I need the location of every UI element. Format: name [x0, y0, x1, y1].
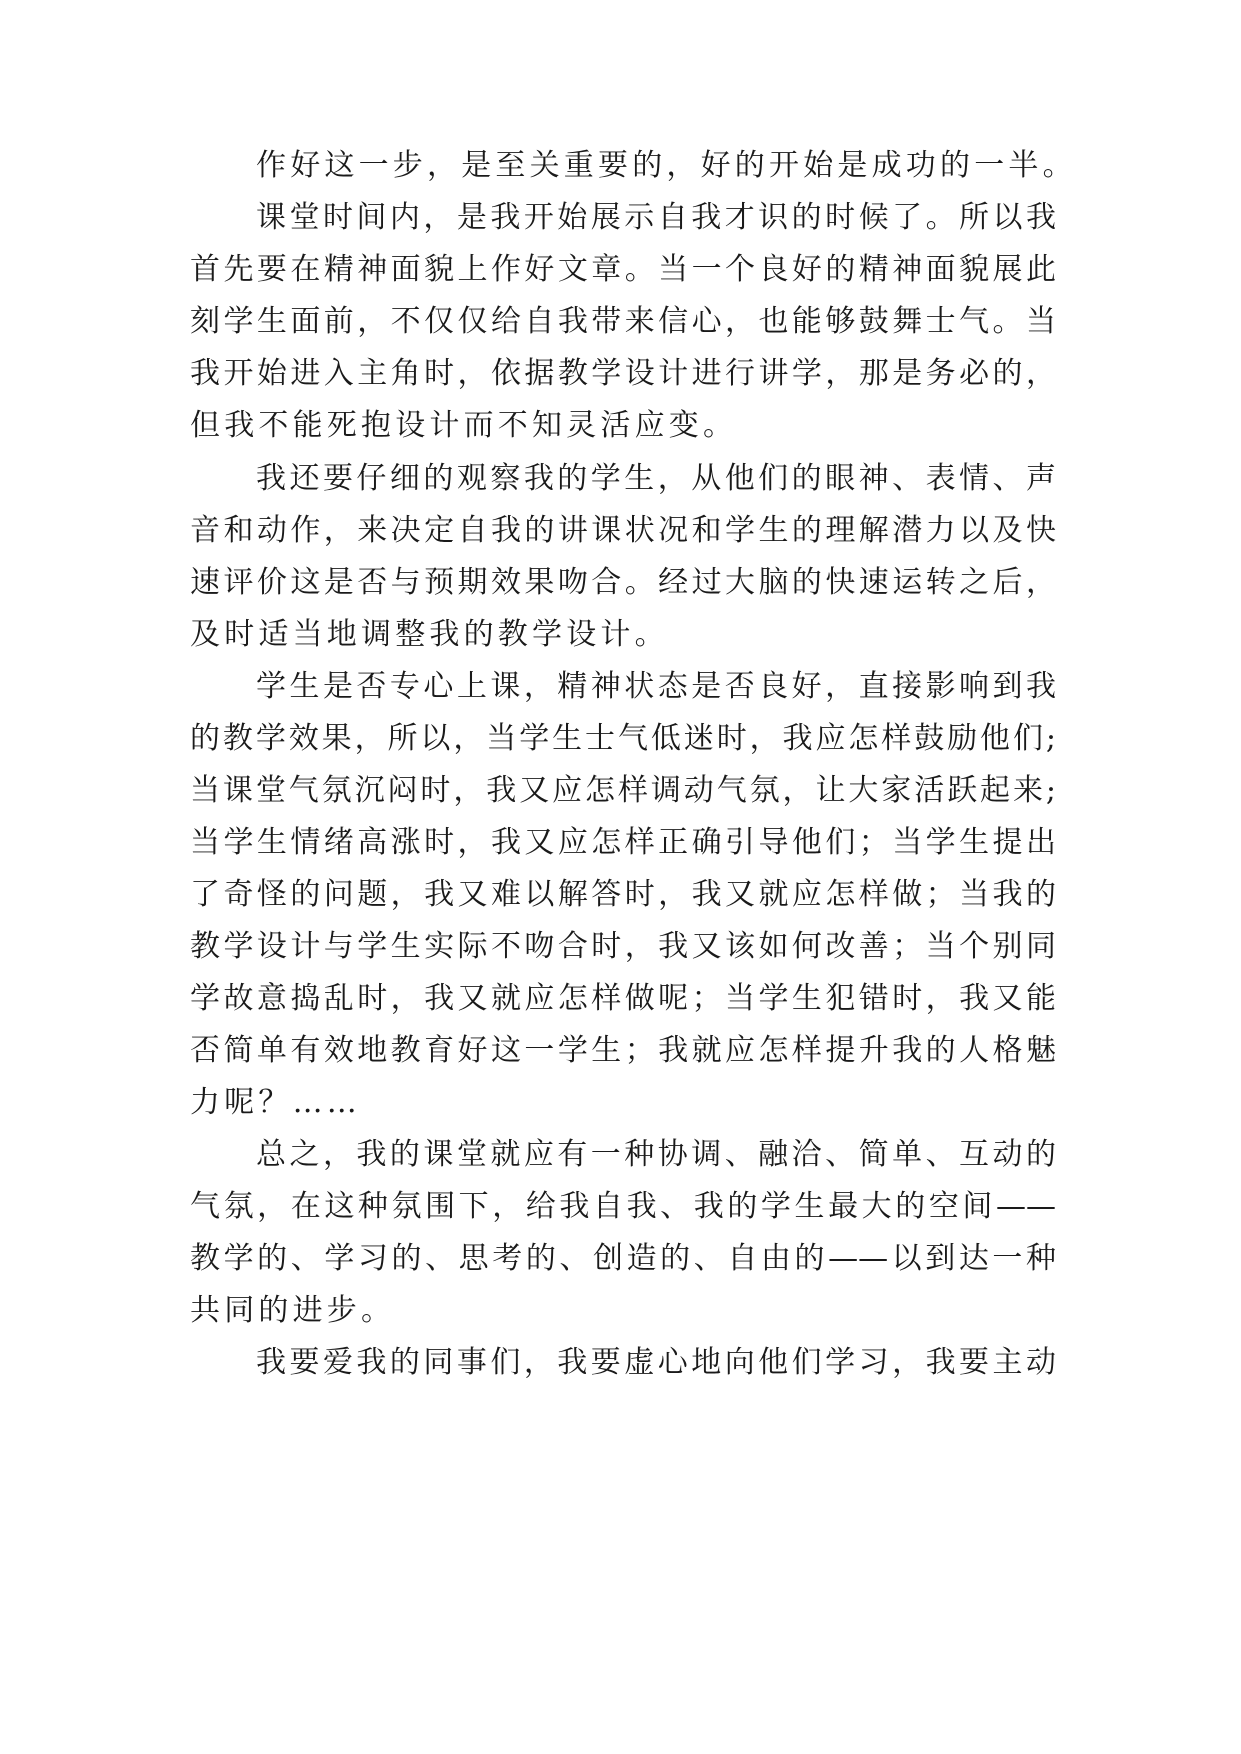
- text-line-12: 的教学效果，所以，当学生士气低迷时，我应怎样鼓励他们;: [190, 721, 1056, 756]
- text-line-19: 力呢？……: [190, 1085, 361, 1120]
- text-line-5: 我开始进入主角时，依据教学设计进行讲学，那是务必的，: [190, 356, 1056, 391]
- text-line-2: 课堂时间内，是我开始展示自我才识的时候了。所以我: [256, 200, 1056, 235]
- text-line-17: 学故意捣乱时，我又就应怎样做呢；当学生犯错时，我又能: [190, 981, 1056, 1016]
- text-line-21: 气氛，在这种氛围下，给我自我、我的学生最大的空间——: [190, 1189, 1056, 1224]
- text-line-7: 我还要仔细的观察我的学生，从他们的眼神、表情、声: [256, 461, 1056, 496]
- text-line-22: 教学的、学习的、思考的、创造的、自由的——以到达一种: [190, 1241, 1056, 1276]
- text-line-4: 刻学生面前，不仅仅给自我带来信心，也能够鼓舞士气。当: [190, 304, 1056, 339]
- text-line-10: 及时适当地调整我的教学设计。: [190, 617, 669, 652]
- text-line-11: 学生是否专心上课，精神状态是否良好，直接影响到我: [256, 669, 1056, 704]
- text-line-1: 作好这一步，是至关重要的，好的开始是成功的一半。: [256, 148, 1077, 183]
- text-line-20: 总之，我的课堂就应有一种协调、融洽、简单、互动的: [256, 1137, 1056, 1172]
- text-line-23: 共同的进步。: [190, 1293, 396, 1328]
- text-line-15: 了奇怪的问题，我又难以解答时，我又就应怎样做；当我的: [190, 877, 1056, 912]
- text-line-16: 教学设计与学生实际不吻合时，我又该如何改善；当个别同: [190, 929, 1056, 964]
- text-line-9: 速评价这是否与预期效果吻合。经过大脑的快速运转之后，: [190, 565, 1056, 600]
- text-line-18: 否简单有效地教育好这一学生；我就应怎样提升我的人格魅: [190, 1033, 1056, 1068]
- text-line-24: 我要爱我的同事们，我要虚心地向他们学习，我要主动: [256, 1345, 1056, 1380]
- text-line-6: 但我不能死抱设计而不知灵活应变。: [190, 408, 738, 443]
- text-line-14: 当学生情绪高涨时，我又应怎样正确引导他们；当学生提出: [190, 825, 1056, 860]
- text-line-13: 当课堂气氛沉闷时，我又应怎样调动气氛，让大家活跃起来;: [190, 773, 1056, 808]
- text-line-3: 首先要在精神面貌上作好文章。当一个良好的精神面貌展此: [190, 252, 1056, 287]
- text-line-8: 音和动作，来决定自我的讲课状况和学生的理解潜力以及快: [190, 513, 1056, 548]
